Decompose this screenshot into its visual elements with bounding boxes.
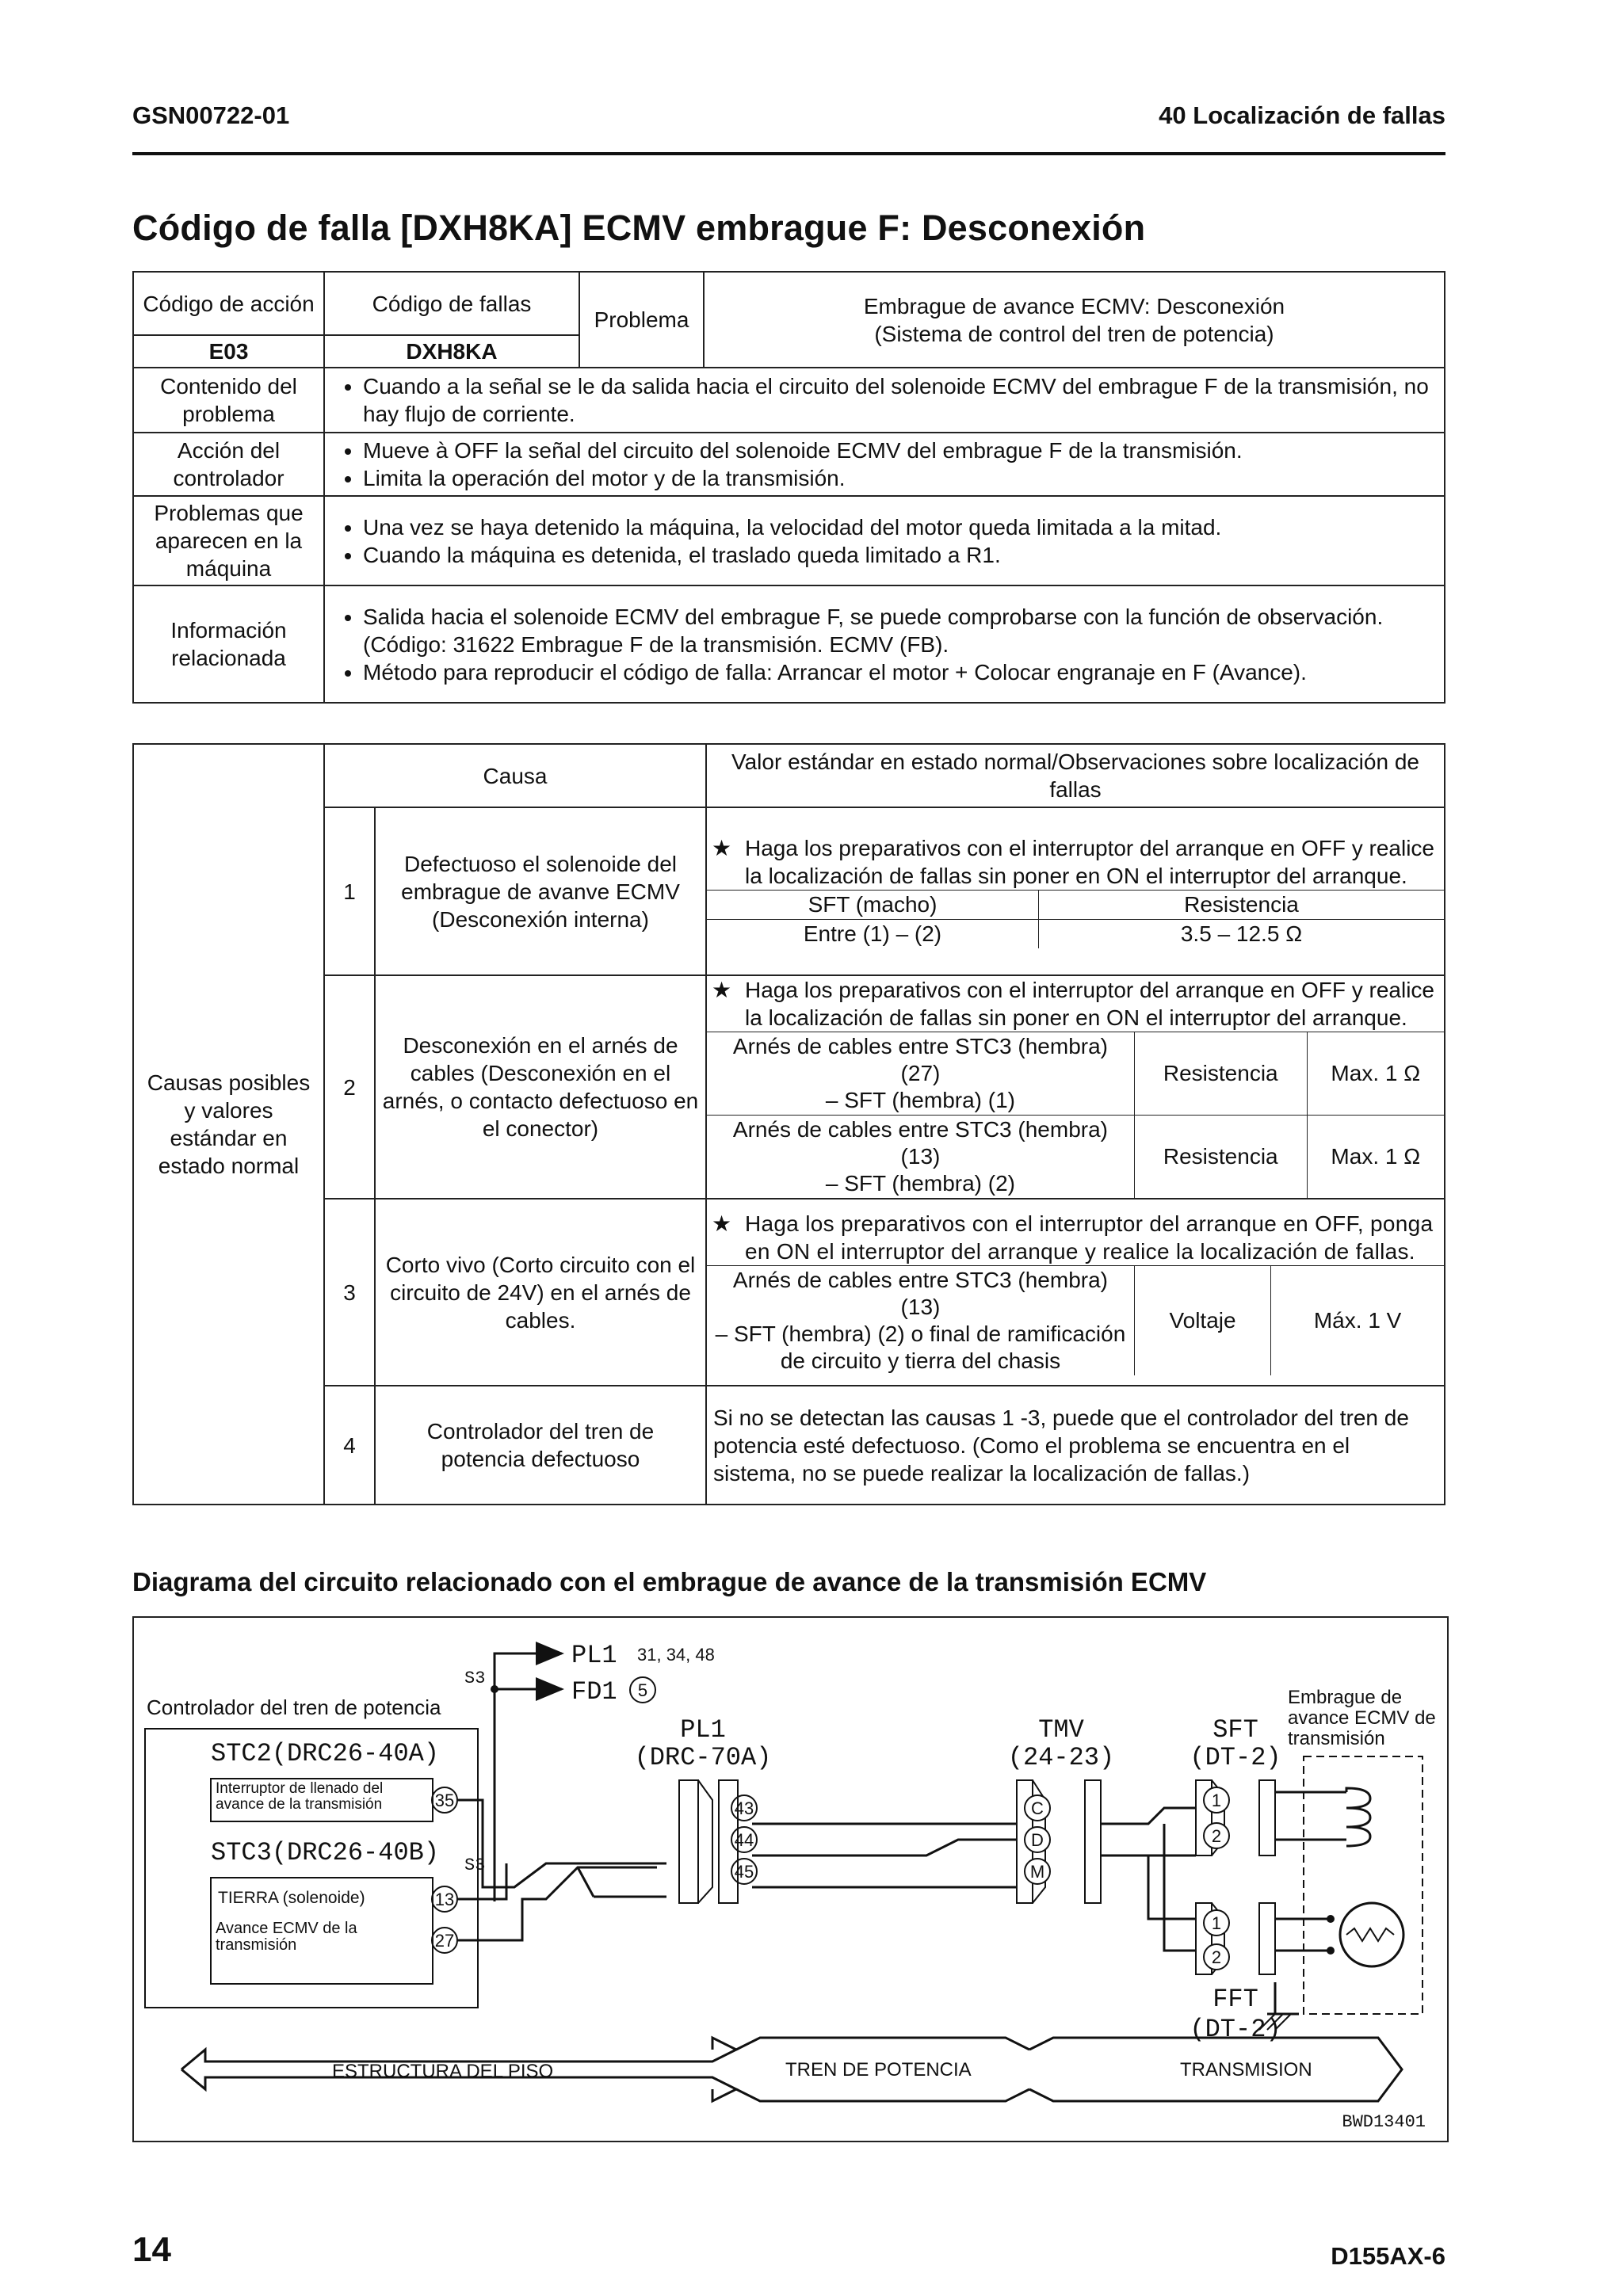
- controller-box: [145, 1729, 478, 2008]
- solenoid-coil-icon: [1346, 1788, 1370, 1846]
- row-label-machine: Problemas que aparecen en la máquina: [133, 496, 324, 585]
- fft-pin-1: 1: [1211, 1913, 1222, 1933]
- sft-pin-2: 2: [1211, 1826, 1222, 1846]
- stc3-pin-13: 13: [434, 1890, 455, 1909]
- cause-text: Desconexión en el arnés de cables (Desconexión en el arnés, o contacto defectuoso en el conector): [375, 975, 706, 1199]
- fft-label: FFT: [1212, 1985, 1258, 2014]
- pl1-pin-refs: 31, 34, 48: [637, 1645, 715, 1665]
- note-text: ★ Haga los preparativos con el interruptor del arranque en OFF y realice la localización de fallas sin poner en ON el interruptor del arranque.: [707, 976, 1444, 1032]
- cause-detail: ★ Haga los preparativos con el interruptor del arranque en OFF, ponga en ON el interruptor del arranque y realice la localización de fallas. Arnés de cables entre STC3 (hembra) (13) – SFT (hembra) (2) o final de ramificación de circuito y tierra del chasis Voltaje Máx. 1 V: [706, 1199, 1445, 1386]
- fft-pin-2: 2: [1211, 1947, 1222, 1967]
- row-content: • Cuando a la señal se le da salida hacia el circuito del solenoide ECMV del embrague F de la transmisión, no hay flujo de corriente.: [324, 368, 1445, 433]
- action-code-label: Código de acción: [133, 272, 324, 335]
- s3-label: S3: [464, 1669, 486, 1688]
- row-label-action: Acción del controlador: [133, 433, 324, 496]
- cause-header: Causa: [324, 744, 706, 807]
- note-text: ★ Haga los preparativos con el interruptor del arranque en OFF, ponga en ON el interruptor del arranque y realice la localización de fallas.: [707, 1210, 1444, 1265]
- section-title: 40 Localización de fallas: [1159, 101, 1445, 129]
- cause-text: Defectuoso el solenoide del embrague de avanve ECMV (Desconexión interna): [375, 807, 706, 975]
- zone-floor: ESTRUCTURA DEL PISO: [332, 2061, 554, 2082]
- resistor-icon: [1346, 1928, 1394, 1941]
- row-label-related: Información relacionada: [133, 585, 324, 703]
- junction-dot: [491, 1685, 498, 1693]
- row-action: • Mueve à OFF la señal del circuito del solenoide ECMV del embrague F de la transmisión. • Limita la operación del motor y de la transmisión.: [324, 433, 1445, 496]
- row-label-content: Contenido del problema: [133, 368, 324, 433]
- tmv-connector-female: [1085, 1780, 1101, 1903]
- cause-detail: ★ Haga los preparativos con el interruptor del arranque en OFF y realice la localización de fallas sin poner en ON el interruptor del arranque. Arnés de cables entre STC3 (hembra) (27) – SFT (hembra) (1) Resistencia Max. 1 Ω Arnés de cables entre STC3 (hembra) (13) – SFT (hembra) (2) Resistencia Max. 1 Ω: [706, 975, 1445, 1199]
- zone-power-train: TREN DE POTENCIA: [785, 2059, 972, 2081]
- header-rule: [132, 152, 1445, 155]
- cause-detail: ★ Haga los preparativos con el interruptor del arranque en OFF y realice la localización de fallas sin poner en ON el interruptor del arranque. SFT (macho) Resistencia Entre (1) – (2) 3.5 – 12.5 Ω: [706, 807, 1445, 975]
- cause-table: [132, 743, 1445, 1505]
- stc3-signal-ecmv: Avance ECMV de la transmisión: [216, 1920, 357, 1954]
- stc3-pin-27: 27: [434, 1931, 455, 1951]
- stc2-label: STC2(DRC26-40A): [211, 1739, 440, 1768]
- fft-connector-female: [1259, 1903, 1275, 1974]
- row-related: • Salida hacia el solenoide ECMV del embrague F, se puede comprobarse con la función de observación. (Código: 31622 Embrague F de la transmisión. ECMV (FB). • Método para reproducir el código de falla: Arrancar el motor + Colocar engranaje en F (Avance).: [324, 585, 1445, 703]
- transmission-boundary: [1304, 1756, 1423, 2014]
- note-text: ★ Haga los preparativos con el interruptor del arranque en OFF y realice la localización de fallas sin poner en ON el interruptor del arranque.: [707, 834, 1444, 890]
- problem-label: Problema: [579, 272, 704, 368]
- tmv-type: (24-23): [1007, 1743, 1115, 1772]
- tmv-pin-c: C: [1031, 1798, 1044, 1818]
- clutch-label: Embrague de avance ECMV de transmisión: [1288, 1688, 1436, 1749]
- s3-label-2: S3: [464, 1855, 486, 1875]
- stc2-pin: 35: [434, 1791, 455, 1810]
- zone-transmission: TRANSMISION: [1180, 2059, 1312, 2081]
- diagram-title: Diagrama del circuito relacionado con el embrague de avance de la transmisión ECMV: [132, 1567, 1207, 1596]
- figure-id: BWD13401: [1342, 2112, 1426, 2132]
- problem-text: Embrague de avance ECMV: Desconexión (Sistema de control del tren de potencia): [704, 272, 1445, 368]
- pl1-pin-45: 45: [734, 1862, 754, 1882]
- fd1-label: FD1: [571, 1677, 617, 1707]
- stc2-signal: Interruptor de llenado del avance de la transmisión: [216, 1781, 384, 1813]
- cause-text: Controlador del tren de potencia defectuoso: [375, 1386, 706, 1505]
- cause-number: 3: [324, 1199, 375, 1386]
- cause-number: 4: [324, 1386, 375, 1505]
- cause-text: Corto vivo (Corto circuito con el circuito de 24V) en el arnés de cables.: [375, 1199, 706, 1386]
- tmv-pin-m: M: [1029, 1862, 1045, 1882]
- page-number: 14: [132, 2230, 171, 2269]
- cause-detail: Si no se detectan las causas 1 -3, puede que el controlador del tren de potencia esté defectuoso. (Como el problema se encuentra en el sistema, no se puede realizar la localización de fallas.): [706, 1386, 1445, 1505]
- model-code: D155AX-6: [1331, 2242, 1445, 2270]
- stc3-label: STC3(DRC26-40B): [211, 1838, 440, 1867]
- sft-connector-female: [1259, 1780, 1275, 1855]
- document-code: GSN00722-01: [132, 101, 290, 129]
- fault-code: DXH8KA: [324, 335, 579, 368]
- top-branch-lines: [495, 1653, 562, 1887]
- sft-type: (DT-2): [1190, 1743, 1281, 1772]
- pl1-connector-male: [679, 1780, 712, 1903]
- pl1-connector-label: PL1: [680, 1715, 726, 1745]
- controller-label: Controlador del tren de potencia: [147, 1695, 441, 1719]
- sft-label: SFT: [1212, 1715, 1258, 1745]
- circuit-diagram: [132, 1616, 1449, 2142]
- row-machine: • Una vez se haya detenido la máquina, la velocidad del motor queda limitada a la mitad. • Cuando la máquina es detenida, el traslado queda limitado a R1.: [324, 496, 1445, 585]
- fft-type: (DT-2): [1190, 2015, 1281, 2044]
- stc3-signal-ground: TIERRA (solenoide): [218, 1889, 365, 1907]
- page-title: Código de falla [DXH8KA] ECMV embrague F: Desconexión: [132, 208, 1146, 248]
- cause-number: 2: [324, 975, 375, 1199]
- tmv-pin-d: D: [1031, 1830, 1044, 1850]
- fault-code-label: Código de fallas: [324, 272, 579, 335]
- action-code: E03: [133, 335, 324, 368]
- sft-pin-1: 1: [1211, 1791, 1222, 1810]
- causes-label: Causas posibles y valores estándar en estado normal: [133, 744, 324, 1505]
- fault-info-table: [132, 271, 1445, 704]
- tmv-label: TMV: [1038, 1715, 1084, 1745]
- pl1-label: PL1: [571, 1641, 617, 1670]
- cause-number: 1: [324, 807, 375, 975]
- pl1-pin-43: 43: [734, 1798, 754, 1818]
- pl1-connector-type: (DRC-70A): [634, 1743, 772, 1772]
- pl1-pin-44: 44: [734, 1830, 754, 1850]
- fd1-pin: 5: [637, 1680, 648, 1700]
- value-header: Valor estándar en estado normal/Observaciones sobre localización de fallas: [706, 744, 1445, 807]
